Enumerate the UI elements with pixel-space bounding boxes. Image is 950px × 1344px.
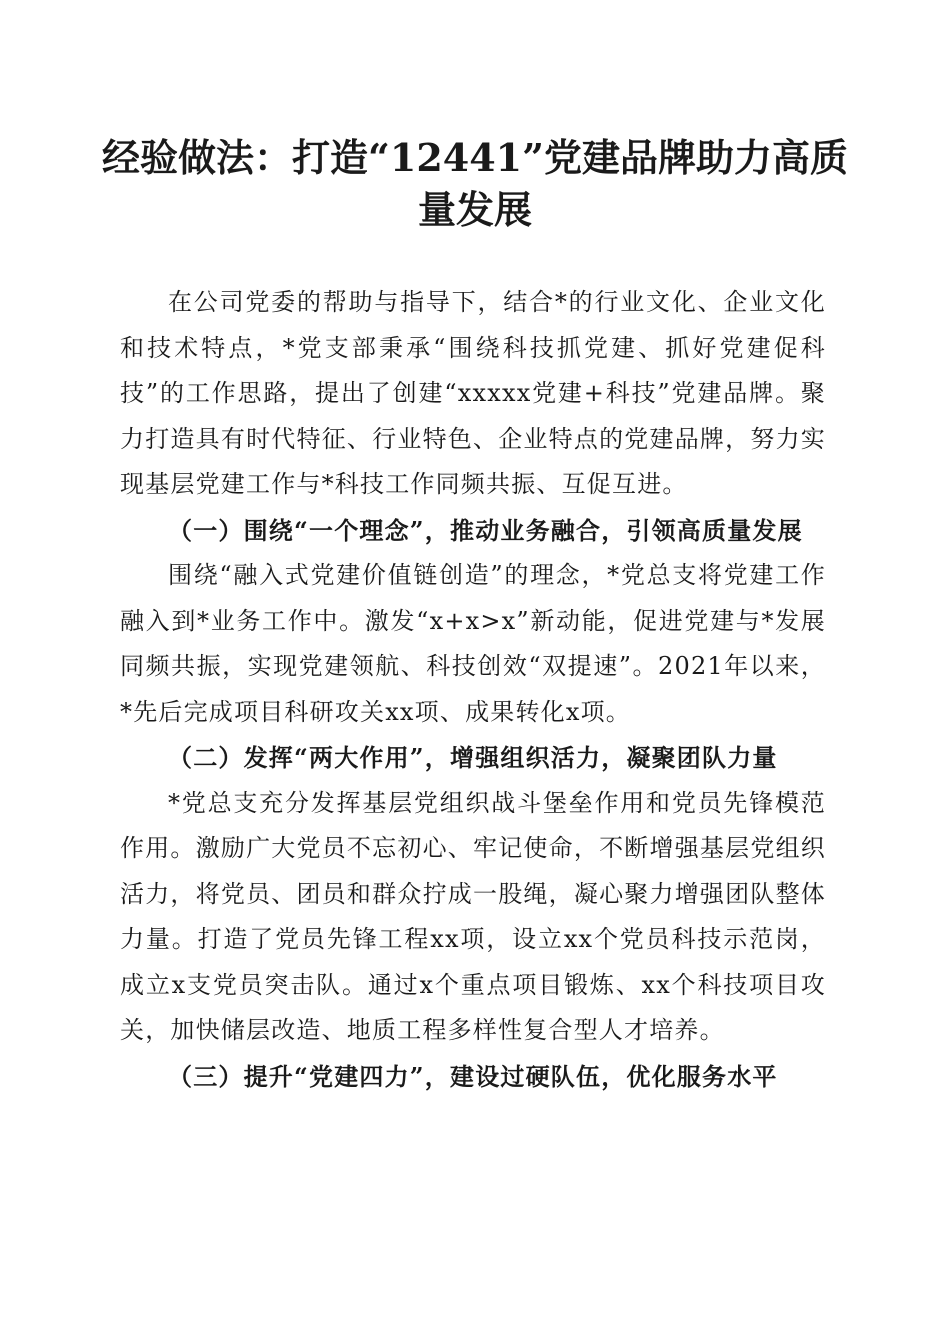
- section-1-paragraph: 围绕“融入式党建价值链创造”的理念，*党总支将党建工作融入到*业务工作中。激发“x+x>x”新动能，促进党建与*发展同频共振，实现党建领航、科技创效“双提速”。2021年以来，*先后完成项目科研攻关xx项、成果转化x项。: [120, 561, 826, 726]
- section-2-paragraph: *党总支充分发挥基层党组织战斗堡垒作用和党员先锋模范作用。激励广大党员不忘初心、牢记使命，不断增强基层党组织活力，将党员、团员和群众拧成一股绳，凝心聚力增强团队整体力量。打造了党员先锋工程xx项，设立xx个党员科技示范岗，成立x支党员突击队。通过x个重点项目锻炼、xx个科技项目攻关，加快储层改造、地质工程多样性复合型人才培养。: [120, 788, 826, 1044]
- document-title: 经验做法：打造“12441”党建品牌助力高质量发展: [102, 135, 848, 232]
- intro-paragraph: 在公司党委的帮助与指导下，结合*的行业文化、企业文化和技术特点，*党支部秉承“围绕科技抓党建、抓好党建促科技”的工作思路，提出了创建“xxxxx党建+科技”党建品牌。聚力打造具有时代特征、行业特色、企业特点的党建品牌，努力实现基层党建工作与*科技工作同频共振、互促互进。: [120, 288, 826, 498]
- section-heading-2: （二）发挥“两大作用”，增强组织活力，凝聚团队力量: [168, 743, 778, 772]
- section-heading-3: （三）提升“党建四力”，建设过硬队伍，优化服务水平: [168, 1061, 778, 1091]
- section-heading-1: （一）围绕“一个理念”，推动业务融合，引领高质量发展: [168, 515, 803, 545]
- document-body: [120, 280, 826, 1099]
